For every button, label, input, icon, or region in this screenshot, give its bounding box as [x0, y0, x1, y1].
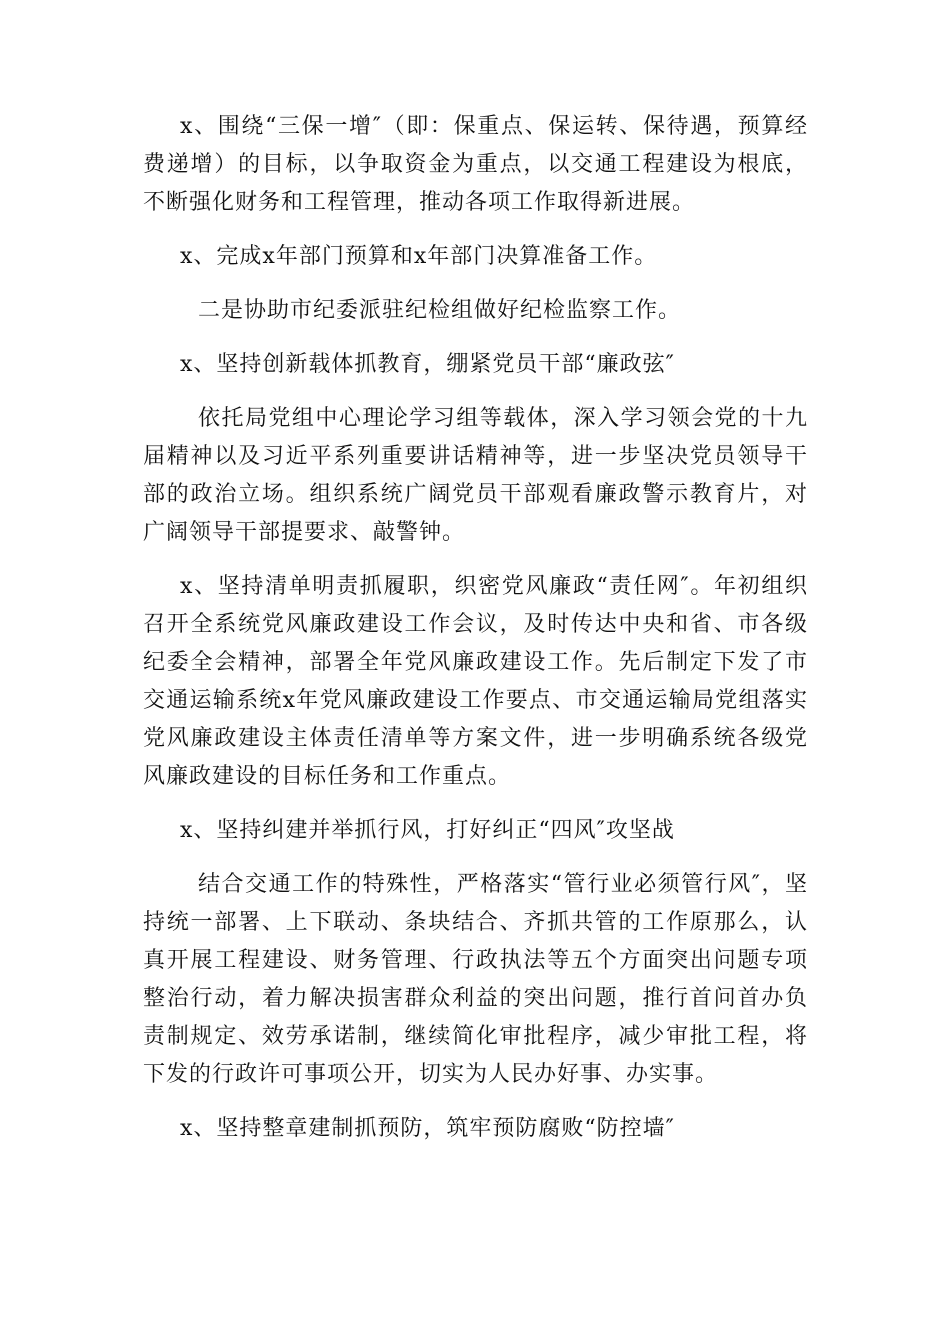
- paragraph-budget-goal: x、围绕“三保一增″（即：保重点、保运转、保待遇，预算经费递增）的目标，以争取资金为重点，以交通工程建设为根底，不断强化财务和工程管理，推动各项工作取得新进展。: [143, 114, 808, 215]
- document-body: [143, 108, 808, 1164]
- paragraph-discipline-support: 二是协助市纪委派驻纪检组做好纪检监察工作。: [198, 298, 682, 323]
- paragraph-education: 依托局党组中心理论学习组等载体，深入学习领会党的十九届精神以及习近平系列重要讲话精神等，进一步坚决党员领导干部的政治立场。组织系统广阔党员干部观看廉政警示教育片，对广阔领导干部提要求、敲警钟。: [143, 406, 808, 545]
- paragraph-conduct: 结合交通工作的特殊性，严格落实“管行业必须管行风″，坚持统一部署、上下联动、条块结合、齐抓共管的工作原那么，认真开展工程建设、财务管理、行政执法等五个方面突出问题专项整治行动，着力解决损害群众利益的突出问题，推行首问首办负责制规定、效劳承诺制，继续简化审批程序，减少审批工程，将下发的行政许可事项公开，切实为人民办好事、办实事。: [143, 872, 808, 1087]
- paragraph-budget-prep: x、完成x年部门预算和x年部门决算准备工作。: [180, 244, 658, 269]
- paragraph-responsibility: x、坚持清单明责抓履职，织密党风廉政“责任网″。年初组织召开全系统党风廉政建设工作会议，及时传达中央和省、市各级纪委全会精神，部署全年党风廉政建设工作。先后制定下发了市交通运输系统x年党风廉政建设工作要点、市交通运输局党组落实党风廉政建设主体责任清单等方案文件，进一步明确系统各级党风廉政建设的目标任务和工作重点。: [143, 574, 808, 789]
- heading-education: x、坚持创新载体抓教育，绷紧党员干部“廉政弦″: [180, 352, 675, 377]
- heading-conduct: x、坚持纠建并举抓行风，打好纠正“四风″攻坚战: [180, 818, 675, 843]
- heading-prevention: x、坚持整章建制抓预防，筑牢预防腐败“防控墙″: [180, 1116, 675, 1141]
